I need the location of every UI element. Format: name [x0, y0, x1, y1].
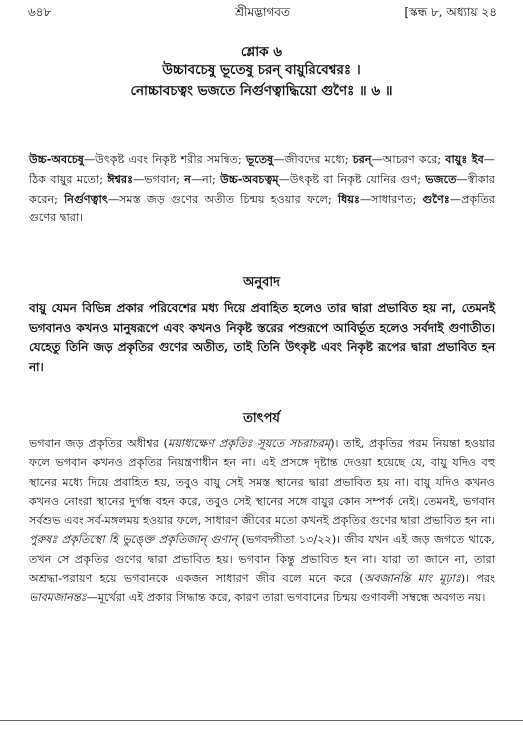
translation-heading: অনুবাদ — [243, 275, 280, 290]
synonym-meaning: —স্বীকার করেন; — [29, 172, 495, 206]
synonym-word: নির্গুণত্বাৎ — [64, 191, 108, 206]
synonym-meaning: —উৎকৃষ্ট এবং নিকৃষ্ট শরীর সমন্বিত; — [83, 153, 246, 166]
word-for-word-synonyms — [29, 150, 495, 228]
scripture-quote: ময়াধ্যক্ষেণ প্রকৃতিঃ সূয়তে সচরাচরম্ — [168, 437, 331, 450]
synonym-meaning: —ঠিক বায়ুর মতো; — [29, 153, 495, 186]
running-header — [28, 4, 497, 24]
purport-segment: )। পরং — [460, 572, 495, 586]
synonym-meaning: —সমস্ত জড় গুণের অতীত চিন্ময় হওয়ার ফলে; — [107, 192, 338, 206]
synonym-meaning: —প্রকৃতির গুণের দ্বারা। — [29, 192, 495, 225]
verse-text — [0, 60, 523, 102]
purport-text — [29, 434, 495, 608]
synonym-meaning: —ভগবান; — [133, 172, 185, 186]
synonym-word: বায়ুঃ ইব — [445, 152, 484, 166]
purport-segment: )। তাই, প্রকৃতির পরম নিয়ন্তা হওয়ার ফলে ভগবান কখনও প্রকৃতির নিয়ন্ত্রণাধীন হন না। এই প্রসঙ্গে দৃষ্টান্ত দেওয়া হয়েছে যে, বায়ু যদিও বহু স্থানের মধ্যে দিয়ে প্রবাহিত হয়, তবুও বায়ু সেই সমস্ত স্থানের দ্বারা প্রভাবিত হয় না। বায়ু যদিও কখনও কখনও নোংরা স্থানের দুর্গন্ধ বহন করে, তবুও সেই স্থানের সঙ্গে বায়ুর কোন সম্পর্ক নেই। তেমনই, ভগবান সর্বশুভ এবং সর্ব-মঙ্গলময় হওয়ার ফলে, সাধারণ জীবের মতো কখনই প্রকৃতির গুণের দ্বারা প্রভাবিত হন না। — [29, 437, 495, 528]
synonym-word: ভূতেষু — [245, 152, 274, 166]
synonym-word: ঈশ্বরঃ — [107, 171, 134, 186]
synonym-word: ভজতে — [425, 171, 457, 186]
synonym-word: ধিয়ঃ — [337, 191, 360, 206]
translation-text: বায়ু যেমন বিভিন্ন প্রকার পরিবেশের মধ্য দিয়ে প্রবাহিত হলেও তার দ্বারা প্রভাবিত হয় না, তেমনই ভগবানও কখনও মানুষরূপে এবং কখনও নিকৃষ্ট স্তরের পশুরূপে আবির্ভূত হলেও সর্বদাই গুণাতীত। যেহেতু তিনি জড় প্রকৃতির গুণের অতীত, তাই তিনি উৎকৃষ্ট এবং নিকৃষ্ট রূপের দ্বারা প্রভাবিত হন না। — [29, 301, 495, 374]
verse-line-2: নোচ্চাবচত্বং ভজতে নির্গুণত্বাদ্ধিয়ো গুণৈঃ ॥ ৬ ॥ — [130, 83, 393, 99]
purport-heading: তাৎপর্য — [243, 411, 280, 426]
synonym-word: ন — [184, 171, 191, 186]
bottom-rule — [0, 720, 523, 721]
synonym-meaning: —উৎকৃষ্ট বা নিকৃষ্ট যোনির গুণ; — [278, 172, 426, 186]
purport-segment: (ভগবদ্গীতা ১৩/২২)। জীব যখন এই জড় জগতে থাকে, তখন সে প্রকৃতির গুণের দ্বারা প্রভাবিত হয়। ভগবান কিন্তু প্রভাবিত হন না। যারা তা জানে না, তারা অশ্রদ্ধা-পরায়ণ হয়ে ভগবানকে একজন সাধারণ জীব বলে মনে করে ( — [29, 533, 495, 586]
scripture-quote: অবজানন্তি মাং মূঢ়াঃ — [363, 572, 461, 586]
scripture-quote: ভাবমজানন্তঃ — [29, 591, 87, 605]
synonym-word: গুণৈঃ — [422, 191, 450, 206]
purport-segment: ভগবান জড় প্রকৃতির অধীশ্বর ( — [29, 437, 169, 450]
page-number: ৬৪৮ — [28, 5, 52, 19]
synonym-meaning: —জীবদের মধ্যে; — [273, 153, 353, 166]
synonym-word: উচ্চ-অবচেষু — [29, 152, 84, 166]
chapter-reference: [স্কন্ধ ৮, অধ্যায় ২৪ — [404, 5, 497, 19]
synonym-word: চরন্ — [352, 152, 372, 166]
synonym-meaning: —সাধারণত; — [359, 192, 423, 206]
verse-heading: শ্লোক ৬ — [240, 44, 283, 60]
verse-line-1: উচ্চাবচেষু ভূতেষু চরন্ বায়ুরিবেশ্বরঃ । — [162, 62, 361, 78]
synonym-meaning: —আচরণ করে; — [371, 153, 446, 166]
scripture-quote: পুরুষঃ প্রকৃতিস্থো হি ভুঙ্ক্তে প্রকৃতিজান্ গুণান্ — [29, 533, 238, 547]
synonym-word: উচ্চ-অবচত্বম্ — [220, 171, 279, 186]
synonym-meaning: —না; — [190, 172, 221, 186]
purport-segment: —মূর্খেরা এই প্রকার সিদ্ধান্ত করে, কারণ তারা ভগবানের চিন্ময় গুণাবলী সম্বন্ধে অবগত নয়। — [86, 591, 486, 605]
book-title: শ্রীমদ্ভাগবত — [234, 5, 290, 19]
